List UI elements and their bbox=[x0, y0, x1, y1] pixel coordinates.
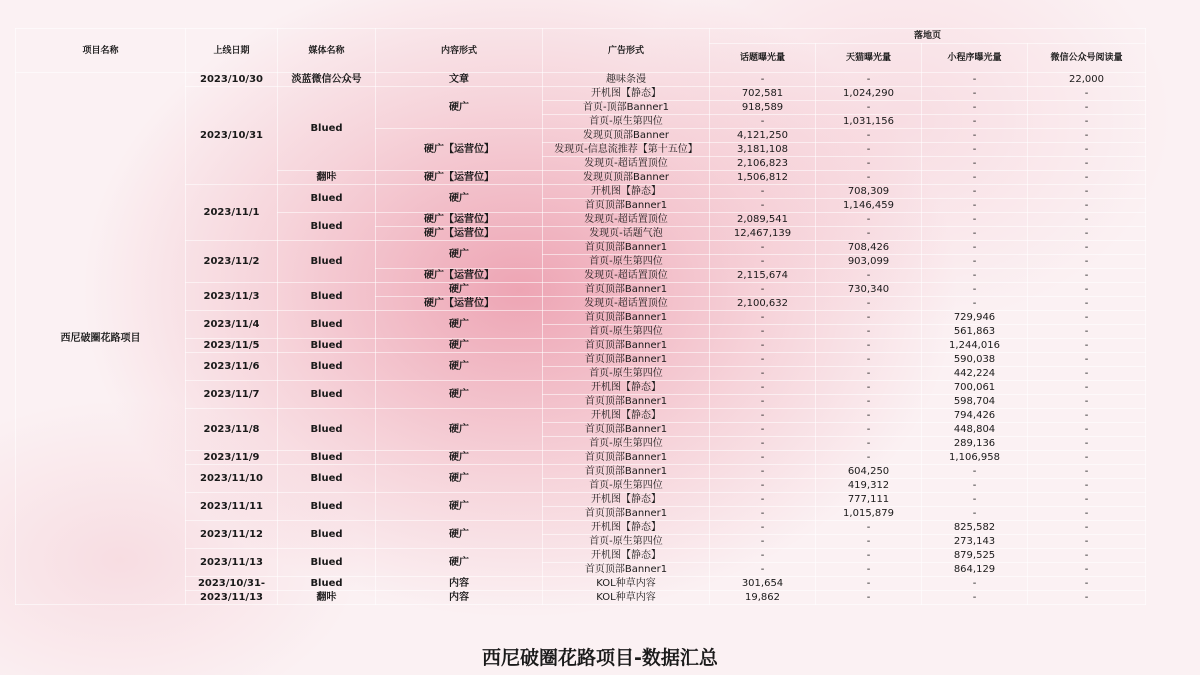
media-cell: 翻咔 bbox=[278, 171, 376, 185]
mini-program-exposure-cell: 700,061 bbox=[922, 381, 1028, 395]
ad-form-cell: 首页顶部Banner1 bbox=[543, 563, 710, 577]
wechat-reads-cell: - bbox=[1028, 451, 1146, 465]
ad-form-cell: KOL种草内容 bbox=[543, 577, 710, 591]
mini-program-exposure-cell: 1,106,958 bbox=[922, 451, 1028, 465]
mini-program-exposure-cell: 864,129 bbox=[922, 563, 1028, 577]
tmall-exposure-cell: 708,309 bbox=[816, 185, 922, 199]
ad-form-cell: 发现页-信息流推荐【第十五位】 bbox=[543, 143, 710, 157]
tmall-exposure-cell: - bbox=[816, 591, 922, 605]
date-cell: 2023/11/2 bbox=[186, 241, 278, 283]
topic-exposure-cell: - bbox=[710, 353, 816, 367]
content-form-cell: 内容 bbox=[376, 577, 543, 591]
media-cell: 翻咔 bbox=[278, 591, 376, 605]
content-form-cell: 硬广 bbox=[376, 241, 543, 269]
mini-program-exposure-cell: - bbox=[922, 241, 1028, 255]
date-cell: 2023/11/4 bbox=[186, 311, 278, 339]
media-cell: Blued bbox=[278, 185, 376, 213]
topic-exposure-cell: - bbox=[710, 185, 816, 199]
wechat-reads-cell: - bbox=[1028, 227, 1146, 241]
header-tmall: 天猫曝光量 bbox=[816, 44, 922, 73]
wechat-reads-cell: - bbox=[1028, 409, 1146, 423]
wechat-reads-cell: - bbox=[1028, 563, 1146, 577]
topic-exposure-cell: - bbox=[710, 381, 816, 395]
wechat-reads-cell: - bbox=[1028, 325, 1146, 339]
date-cell: 2023/11/11 bbox=[186, 493, 278, 521]
header-wechat: 微信公众号阅读量 bbox=[1028, 44, 1146, 73]
wechat-reads-cell: - bbox=[1028, 171, 1146, 185]
date-cell: 2023/11/5 bbox=[186, 339, 278, 353]
date-cell: 2023/11/1 bbox=[186, 185, 278, 241]
topic-exposure-cell: 2,089,541 bbox=[710, 213, 816, 227]
header-date: 上线日期 bbox=[186, 29, 278, 73]
content-form-cell: 硬广 bbox=[376, 283, 543, 297]
mini-program-exposure-cell: - bbox=[922, 101, 1028, 115]
mini-program-exposure-cell: - bbox=[922, 591, 1028, 605]
wechat-reads-cell: - bbox=[1028, 367, 1146, 381]
date-cell: 2023/11/10 bbox=[186, 465, 278, 493]
wechat-reads-cell: - bbox=[1028, 199, 1146, 213]
wechat-reads-cell: - bbox=[1028, 255, 1146, 269]
date-cell: 2023/10/30 bbox=[186, 73, 278, 87]
topic-exposure-cell: - bbox=[710, 325, 816, 339]
ad-form-cell: 发现页顶部Banner bbox=[543, 129, 710, 143]
tmall-exposure-cell: - bbox=[816, 101, 922, 115]
wechat-reads-cell: - bbox=[1028, 241, 1146, 255]
wechat-reads-cell: - bbox=[1028, 353, 1146, 367]
mini-program-exposure-cell: 825,582 bbox=[922, 521, 1028, 535]
table-row bbox=[16, 521, 1146, 535]
mini-program-exposure-cell: - bbox=[922, 465, 1028, 479]
ad-form-cell: 首页-原生第四位 bbox=[543, 255, 710, 269]
ad-form-cell: 首页-顶部Banner1 bbox=[543, 101, 710, 115]
content-form-cell: 硬广 bbox=[376, 451, 543, 465]
ad-form-cell: 开机图【静态】 bbox=[543, 493, 710, 507]
ad-form-cell: 发现页-超话置顶位 bbox=[543, 213, 710, 227]
tmall-exposure-cell: 1,031,156 bbox=[816, 115, 922, 129]
mini-program-exposure-cell: - bbox=[922, 73, 1028, 87]
date-cell: 2023/11/6 bbox=[186, 353, 278, 381]
mini-program-exposure-cell: 561,863 bbox=[922, 325, 1028, 339]
date-cell: 2023/10/31 bbox=[186, 87, 278, 185]
topic-exposure-cell: - bbox=[710, 423, 816, 437]
date-cell: 2023/11/9 bbox=[186, 451, 278, 465]
table-row bbox=[16, 409, 1146, 423]
media-cell: Blued bbox=[278, 549, 376, 577]
ad-form-cell: 开机图【静态】 bbox=[543, 549, 710, 563]
topic-exposure-cell: - bbox=[710, 311, 816, 325]
ad-form-cell: KOL种草内容 bbox=[543, 591, 710, 605]
table-row bbox=[16, 185, 1146, 199]
mini-program-exposure-cell: - bbox=[922, 269, 1028, 283]
wechat-reads-cell: - bbox=[1028, 465, 1146, 479]
tmall-exposure-cell: - bbox=[816, 395, 922, 409]
mini-program-exposure-cell: - bbox=[922, 577, 1028, 591]
tmall-exposure-cell: - bbox=[816, 339, 922, 353]
topic-exposure-cell: 1,506,812 bbox=[710, 171, 816, 185]
ad-form-cell: 首页-原生第四位 bbox=[543, 535, 710, 549]
table-row bbox=[16, 241, 1146, 255]
topic-exposure-cell: - bbox=[710, 479, 816, 493]
topic-exposure-cell: 702,581 bbox=[710, 87, 816, 101]
media-cell: Blued bbox=[278, 339, 376, 353]
wechat-reads-cell: - bbox=[1028, 87, 1146, 101]
header-ad-form: 广告形式 bbox=[543, 29, 710, 73]
topic-exposure-cell: - bbox=[710, 73, 816, 87]
topic-exposure-cell: 12,467,139 bbox=[710, 227, 816, 241]
topic-exposure-cell: 4,121,250 bbox=[710, 129, 816, 143]
table-row bbox=[16, 577, 1146, 591]
tmall-exposure-cell: - bbox=[816, 437, 922, 451]
mini-program-exposure-cell: - bbox=[922, 87, 1028, 101]
topic-exposure-cell: 2,100,632 bbox=[710, 297, 816, 311]
header-landing: 落地页 bbox=[710, 29, 1146, 44]
mini-program-exposure-cell: - bbox=[922, 297, 1028, 311]
media-cell: Blued bbox=[278, 87, 376, 171]
wechat-reads-cell: - bbox=[1028, 101, 1146, 115]
mini-program-exposure-cell: 273,143 bbox=[922, 535, 1028, 549]
media-cell: Blued bbox=[278, 465, 376, 493]
tmall-exposure-cell: - bbox=[816, 157, 922, 171]
ad-form-cell: 首页-原生第四位 bbox=[543, 479, 710, 493]
ad-form-cell: 首页顶部Banner1 bbox=[543, 451, 710, 465]
media-cell: Blued bbox=[278, 577, 376, 591]
ad-form-cell: 发现页-超话置顶位 bbox=[543, 297, 710, 311]
content-form-cell: 硬广 bbox=[376, 185, 543, 213]
tmall-exposure-cell: - bbox=[816, 353, 922, 367]
mini-program-exposure-cell: 1,244,016 bbox=[922, 339, 1028, 353]
content-form-cell: 硬广 bbox=[376, 381, 543, 409]
wechat-reads-cell: - bbox=[1028, 577, 1146, 591]
header-topic: 话题曝光量 bbox=[710, 44, 816, 73]
content-form-cell: 硬广【运营位】 bbox=[376, 297, 543, 311]
header-mini: 小程序曝光量 bbox=[922, 44, 1028, 73]
wechat-reads-cell: - bbox=[1028, 185, 1146, 199]
topic-exposure-cell: - bbox=[710, 535, 816, 549]
wechat-reads-cell: - bbox=[1028, 297, 1146, 311]
ad-form-cell: 首页顶部Banner1 bbox=[543, 311, 710, 325]
date-cell: 2023/11/13 bbox=[186, 549, 278, 577]
tmall-exposure-cell: - bbox=[816, 423, 922, 437]
mini-program-exposure-cell: - bbox=[922, 129, 1028, 143]
tmall-exposure-cell: - bbox=[816, 535, 922, 549]
topic-exposure-cell: - bbox=[710, 549, 816, 563]
page-title: 西尼破圈花路项目-数据汇总 bbox=[482, 647, 718, 669]
mini-program-exposure-cell: - bbox=[922, 507, 1028, 521]
content-form-cell: 硬广【运营位】 bbox=[376, 213, 543, 227]
wechat-reads-cell: - bbox=[1028, 479, 1146, 493]
date-cell: 2023/11/12 bbox=[186, 521, 278, 549]
mini-program-exposure-cell: - bbox=[922, 115, 1028, 129]
mini-program-exposure-cell: 289,136 bbox=[922, 437, 1028, 451]
wechat-reads-cell: - bbox=[1028, 423, 1146, 437]
topic-exposure-cell: - bbox=[710, 283, 816, 297]
topic-exposure-cell: - bbox=[710, 409, 816, 423]
media-cell: Blued bbox=[278, 311, 376, 339]
wechat-reads-cell: - bbox=[1028, 115, 1146, 129]
table-row bbox=[16, 465, 1146, 479]
wechat-reads-cell: - bbox=[1028, 269, 1146, 283]
media-cell: Blued bbox=[278, 409, 376, 451]
mini-program-exposure-cell: - bbox=[922, 479, 1028, 493]
table-row bbox=[16, 73, 1146, 87]
tmall-exposure-cell: - bbox=[816, 311, 922, 325]
mini-program-exposure-cell: 794,426 bbox=[922, 409, 1028, 423]
content-form-cell: 硬广【运营位】 bbox=[376, 171, 543, 185]
wechat-reads-cell: - bbox=[1028, 157, 1146, 171]
ad-form-cell: 发现页-超话置顶位 bbox=[543, 157, 710, 171]
ad-form-cell: 首页-原生第四位 bbox=[543, 437, 710, 451]
wechat-reads-cell: - bbox=[1028, 143, 1146, 157]
wechat-reads-cell: - bbox=[1028, 283, 1146, 297]
ad-form-cell: 首页顶部Banner1 bbox=[543, 423, 710, 437]
table-row bbox=[16, 339, 1146, 353]
table-row bbox=[16, 493, 1146, 507]
ad-form-cell: 首页顶部Banner1 bbox=[543, 241, 710, 255]
content-form-cell: 硬广【运营位】 bbox=[376, 129, 543, 171]
content-form-cell: 文章 bbox=[376, 73, 543, 87]
tmall-exposure-cell: - bbox=[816, 269, 922, 283]
wechat-reads-cell: - bbox=[1028, 507, 1146, 521]
tmall-exposure-cell: - bbox=[816, 143, 922, 157]
ad-form-cell: 首页顶部Banner1 bbox=[543, 353, 710, 367]
media-cell: Blued bbox=[278, 451, 376, 465]
mini-program-exposure-cell: - bbox=[922, 255, 1028, 269]
ad-form-cell: 首页顶部Banner1 bbox=[543, 199, 710, 213]
content-form-cell: 硬广 bbox=[376, 409, 543, 451]
tmall-exposure-cell: - bbox=[816, 409, 922, 423]
table-body bbox=[16, 73, 1146, 605]
topic-exposure-cell: - bbox=[710, 507, 816, 521]
media-cell: Blued bbox=[278, 241, 376, 283]
media-cell: Blued bbox=[278, 381, 376, 409]
wechat-reads-cell: - bbox=[1028, 437, 1146, 451]
mini-program-exposure-cell: - bbox=[922, 199, 1028, 213]
mini-program-exposure-cell: 598,704 bbox=[922, 395, 1028, 409]
tmall-exposure-cell: - bbox=[816, 297, 922, 311]
tmall-exposure-cell: 730,340 bbox=[816, 283, 922, 297]
content-form-cell: 硬广【运营位】 bbox=[376, 227, 543, 241]
content-form-cell: 硬广 bbox=[376, 493, 543, 521]
topic-exposure-cell: 2,106,823 bbox=[710, 157, 816, 171]
content-form-cell: 内容 bbox=[376, 591, 543, 605]
tmall-exposure-cell: 419,312 bbox=[816, 479, 922, 493]
ad-form-cell: 发现页-话题气泡 bbox=[543, 227, 710, 241]
ad-form-cell: 首页-原生第四位 bbox=[543, 367, 710, 381]
tmall-exposure-cell: - bbox=[816, 577, 922, 591]
media-cell: Blued bbox=[278, 521, 376, 549]
content-form-cell: 硬广 bbox=[376, 339, 543, 353]
tmall-exposure-cell: - bbox=[816, 171, 922, 185]
wechat-reads-cell: - bbox=[1028, 339, 1146, 353]
media-cell: 淡蓝微信公众号 bbox=[278, 73, 376, 87]
tmall-exposure-cell: - bbox=[816, 213, 922, 227]
tmall-exposure-cell: 1,146,459 bbox=[816, 199, 922, 213]
table-row bbox=[16, 451, 1146, 465]
wechat-reads-cell: - bbox=[1028, 381, 1146, 395]
tmall-exposure-cell: - bbox=[816, 367, 922, 381]
project-name-cell: 西尼破圈花路项目 bbox=[16, 73, 186, 605]
data-summary-table bbox=[15, 28, 1146, 605]
wechat-reads-cell: - bbox=[1028, 395, 1146, 409]
ad-form-cell: 开机图【静态】 bbox=[543, 409, 710, 423]
content-form-cell: 硬广 bbox=[376, 87, 543, 129]
mini-program-exposure-cell: - bbox=[922, 227, 1028, 241]
content-form-cell: 硬广 bbox=[376, 311, 543, 339]
header-project: 项目名称 bbox=[16, 29, 186, 73]
date-cell: 2023/11/8 bbox=[186, 409, 278, 451]
wechat-reads-cell: - bbox=[1028, 493, 1146, 507]
topic-exposure-cell: - bbox=[710, 395, 816, 409]
mini-program-exposure-cell: 442,224 bbox=[922, 367, 1028, 381]
mini-program-exposure-cell: - bbox=[922, 213, 1028, 227]
tmall-exposure-cell: - bbox=[816, 129, 922, 143]
ad-form-cell: 首页顶部Banner1 bbox=[543, 465, 710, 479]
mini-program-exposure-cell: - bbox=[922, 171, 1028, 185]
mini-program-exposure-cell: 879,525 bbox=[922, 549, 1028, 563]
topic-exposure-cell: - bbox=[710, 521, 816, 535]
topic-exposure-cell: - bbox=[710, 451, 816, 465]
wechat-reads-cell: - bbox=[1028, 549, 1146, 563]
topic-exposure-cell: 301,654 bbox=[710, 577, 816, 591]
topic-exposure-cell: - bbox=[710, 493, 816, 507]
wechat-reads-cell: - bbox=[1028, 129, 1146, 143]
tmall-exposure-cell: 708,426 bbox=[816, 241, 922, 255]
mini-program-exposure-cell: - bbox=[922, 185, 1028, 199]
topic-exposure-cell: - bbox=[710, 339, 816, 353]
topic-exposure-cell: 2,115,674 bbox=[710, 269, 816, 283]
ad-form-cell: 开机图【静态】 bbox=[543, 521, 710, 535]
topic-exposure-cell: 918,589 bbox=[710, 101, 816, 115]
ad-form-cell: 开机图【静态】 bbox=[543, 185, 710, 199]
wechat-reads-cell: - bbox=[1028, 535, 1146, 549]
content-form-cell: 硬广 bbox=[376, 549, 543, 577]
mini-program-exposure-cell: - bbox=[922, 493, 1028, 507]
tmall-exposure-cell: - bbox=[816, 325, 922, 339]
mini-program-exposure-cell: 729,946 bbox=[922, 311, 1028, 325]
topic-exposure-cell: - bbox=[710, 437, 816, 451]
ad-form-cell: 首页-原生第四位 bbox=[543, 115, 710, 129]
ad-form-cell: 发现页-超话置顶位 bbox=[543, 269, 710, 283]
media-cell: Blued bbox=[278, 353, 376, 381]
content-form-cell: 硬广 bbox=[376, 465, 543, 493]
media-cell: Blued bbox=[278, 213, 376, 241]
wechat-reads-cell: - bbox=[1028, 521, 1146, 535]
table-row bbox=[16, 311, 1146, 325]
tmall-exposure-cell: - bbox=[816, 563, 922, 577]
ad-form-cell: 首页顶部Banner1 bbox=[543, 339, 710, 353]
tmall-exposure-cell: - bbox=[816, 73, 922, 87]
tmall-exposure-cell: 903,099 bbox=[816, 255, 922, 269]
ad-form-cell: 首页顶部Banner1 bbox=[543, 395, 710, 409]
mini-program-exposure-cell: - bbox=[922, 283, 1028, 297]
topic-exposure-cell: 3,181,108 bbox=[710, 143, 816, 157]
content-form-cell: 硬广 bbox=[376, 521, 543, 549]
date-cell: 2023/10/31- bbox=[186, 577, 278, 591]
topic-exposure-cell: - bbox=[710, 255, 816, 269]
table-row bbox=[16, 87, 1146, 101]
topic-exposure-cell: - bbox=[710, 115, 816, 129]
table-row bbox=[16, 591, 1146, 605]
topic-exposure-cell: - bbox=[710, 465, 816, 479]
header-media: 媒体名称 bbox=[278, 29, 376, 73]
ad-form-cell: 首页顶部Banner1 bbox=[543, 283, 710, 297]
ad-form-cell: 开机图【静态】 bbox=[543, 381, 710, 395]
table-row bbox=[16, 549, 1146, 563]
content-form-cell: 硬广【运营位】 bbox=[376, 269, 543, 283]
date-cell: 2023/11/3 bbox=[186, 283, 278, 311]
table-row bbox=[16, 283, 1146, 297]
tmall-exposure-cell: - bbox=[816, 521, 922, 535]
mini-program-exposure-cell: 590,038 bbox=[922, 353, 1028, 367]
wechat-reads-cell: - bbox=[1028, 213, 1146, 227]
wechat-reads-cell: - bbox=[1028, 311, 1146, 325]
tmall-exposure-cell: - bbox=[816, 381, 922, 395]
wechat-reads-cell: 22,000 bbox=[1028, 73, 1146, 87]
ad-form-cell: 发现页顶部Banner bbox=[543, 171, 710, 185]
content-form-cell: 硬广 bbox=[376, 353, 543, 381]
date-cell: 2023/11/13 bbox=[186, 591, 278, 605]
tmall-exposure-cell: 777,111 bbox=[816, 493, 922, 507]
topic-exposure-cell: - bbox=[710, 241, 816, 255]
tmall-exposure-cell: 1,015,879 bbox=[816, 507, 922, 521]
header-content-form: 内容形式 bbox=[376, 29, 543, 73]
mini-program-exposure-cell: - bbox=[922, 157, 1028, 171]
media-cell: Blued bbox=[278, 283, 376, 311]
tmall-exposure-cell: - bbox=[816, 451, 922, 465]
tmall-exposure-cell: - bbox=[816, 549, 922, 563]
wechat-reads-cell: - bbox=[1028, 591, 1146, 605]
ad-form-cell: 趣味条漫 bbox=[543, 73, 710, 87]
mini-program-exposure-cell: - bbox=[922, 143, 1028, 157]
topic-exposure-cell: - bbox=[710, 367, 816, 381]
ad-form-cell: 开机图【静态】 bbox=[543, 87, 710, 101]
tmall-exposure-cell: 604,250 bbox=[816, 465, 922, 479]
ad-form-cell: 首页顶部Banner1 bbox=[543, 507, 710, 521]
mini-program-exposure-cell: 448,804 bbox=[922, 423, 1028, 437]
topic-exposure-cell: - bbox=[710, 563, 816, 577]
media-cell: Blued bbox=[278, 493, 376, 521]
topic-exposure-cell: - bbox=[710, 199, 816, 213]
tmall-exposure-cell: 1,024,290 bbox=[816, 87, 922, 101]
ad-form-cell: 首页-原生第四位 bbox=[543, 325, 710, 339]
tmall-exposure-cell: - bbox=[816, 227, 922, 241]
topic-exposure-cell: 19,862 bbox=[710, 591, 816, 605]
table-row bbox=[16, 353, 1146, 367]
table-row bbox=[16, 381, 1146, 395]
date-cell: 2023/11/7 bbox=[186, 381, 278, 409]
